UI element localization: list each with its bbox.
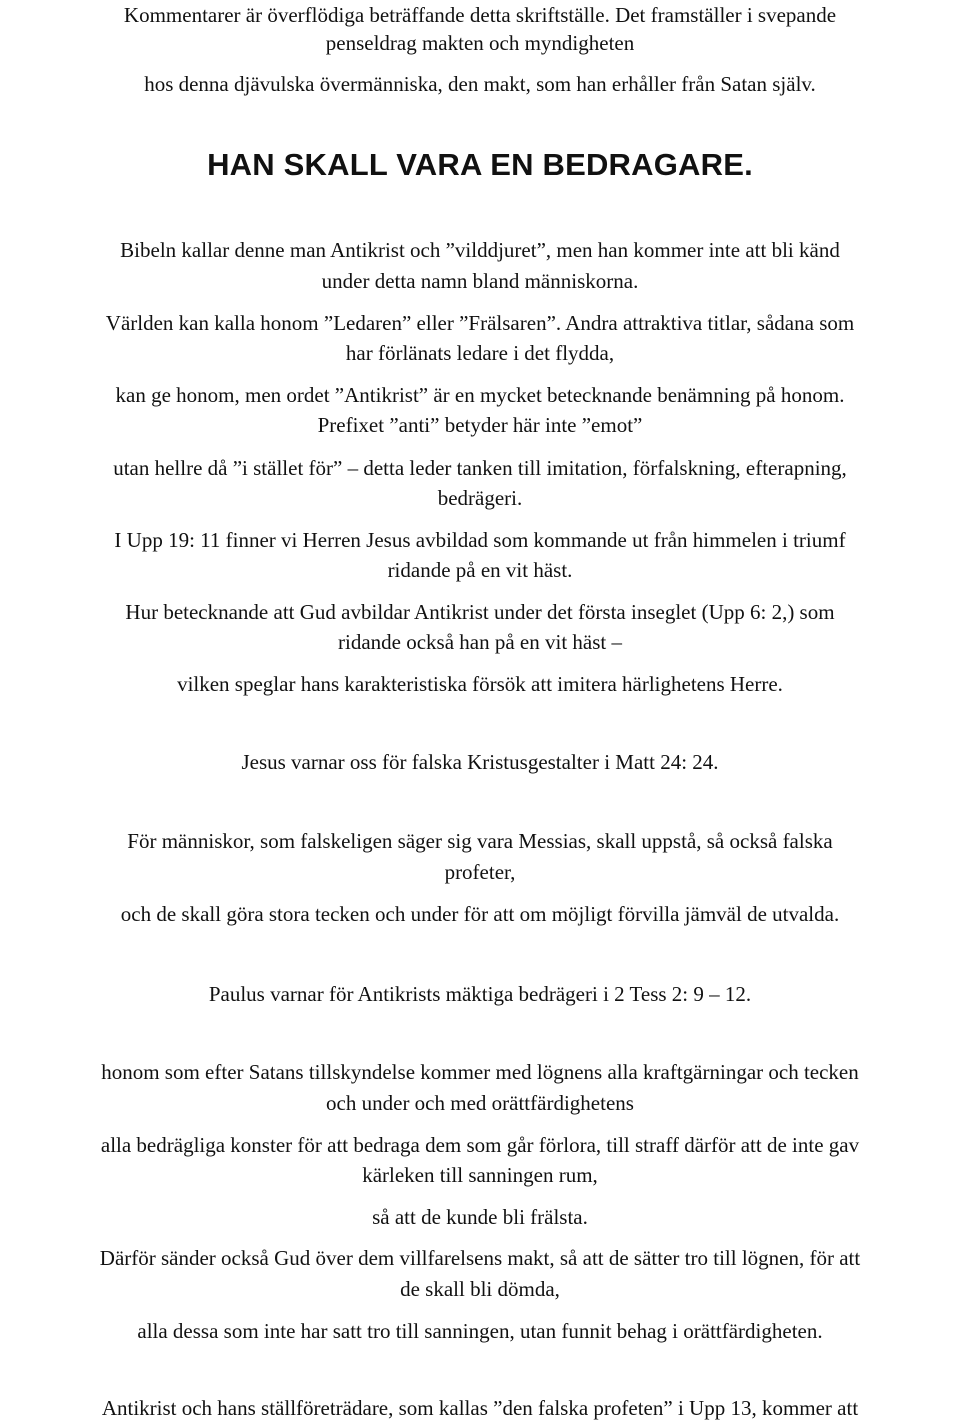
text-line: I Upp 19: 11 finner vi Herren Jesus avbildad som kommande ut från himmelen i triumf xyxy=(114,528,846,552)
text-line: Prefixet ”anti” betyder här inte ”emot” xyxy=(317,413,643,437)
text-line: Bibeln kallar denne man Antikrist och ”vilddjuret”, men han kommer inte att bli känd xyxy=(120,238,840,262)
text-line: under detta namn bland människorna. xyxy=(321,269,639,293)
text-line: profeter, xyxy=(444,860,516,884)
text-line: har förlänats ledare i det flydda, xyxy=(345,341,615,365)
text-line: och under och med orättfärdighetens xyxy=(326,1091,634,1115)
text-line: penseldrag makten och myndigheten xyxy=(325,31,635,55)
text-line: Hur betecknande att Gud avbildar Antikrist under det första inseglet (Upp 6: 2,) som xyxy=(125,600,835,624)
text-line: så att de kunde bli frälsta. xyxy=(372,1205,588,1229)
text-line: För människor, som falskeligen säger sig vara Messias, skall uppstå, så också falska xyxy=(127,829,833,853)
text-line: alla dessa som inte har satt tro till sanningen, utan funnit behag i orättfärdigheten. xyxy=(137,1319,823,1343)
text-line: Antikrist och hans ställföreträdare, som kallas ”den falska profeten” i Upp 13, kommer att xyxy=(101,1396,859,1420)
text-line: Paulus varnar för Antikrists mäktiga bedrägeri i 2 Tess 2: 9 – 12. xyxy=(208,982,752,1006)
text-line: vilken speglar hans karakteristiska försök att imitera härlighetens Herre. xyxy=(177,672,783,696)
text-line: Jesus varnar oss för falska Kristusgestalter i Matt 24: 24. xyxy=(241,750,719,774)
text-line: hos denna djävulska övermänniska, den makt, som han erhåller från Satan själv. xyxy=(144,72,816,96)
text-line: utan hellre då ”i stället för” – detta leder tanken till imitation, förfalskning, efterapning, xyxy=(113,456,847,480)
text-line: bedrägeri. xyxy=(437,486,523,510)
text-line: de skall bli dömda, xyxy=(400,1277,560,1301)
text-line: ridande på en vit häst. xyxy=(387,558,573,582)
text-line: kan ge honom, men ordet ”Antikrist” är en mycket betecknande benämning på honom. xyxy=(115,383,845,407)
text-line: ridande också han på en vit häst – xyxy=(338,630,622,654)
text-line: Världen kan kalla honom ”Ledaren” eller ”Frälsaren”. Andra attraktiva titlar, sådana som xyxy=(105,311,855,335)
text-line: kärleken till sanningen rum, xyxy=(362,1163,598,1187)
text-line: Kommentarer är överflödiga beträffande detta skriftställe. Det framställer i svepande xyxy=(123,3,837,27)
section-heading: HAN SKALL VARA EN BEDRAGARE. xyxy=(207,147,753,182)
text-line: Därför sänder också Gud över dem villfarelsens makt, så att de sätter tro till lögnen, för att xyxy=(99,1246,861,1270)
text-line: honom som efter Satans tillskyndelse kommer med lögnens alla kraftgärningar och tecken xyxy=(101,1060,859,1084)
text-line: alla bedrägliga konster för att bedraga dem som går förlora, till straff därför att de inte gav xyxy=(100,1133,860,1157)
text-line: och de skall göra stora tecken och under för att om möjligt förvilla jämväl de utvalda. xyxy=(120,902,840,926)
